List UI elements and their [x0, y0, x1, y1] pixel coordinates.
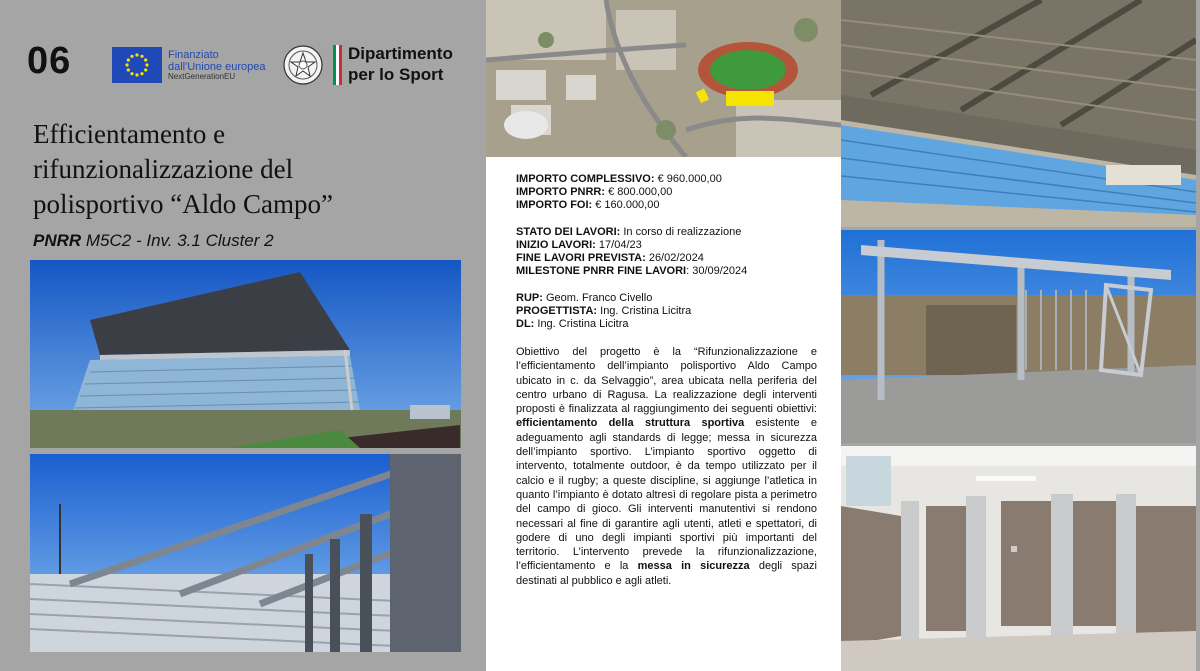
- dept-line1: Dipartimento: [348, 44, 453, 63]
- eu-funding-logo: [112, 46, 266, 84]
- italian-flag-icon: [333, 45, 342, 85]
- eu-logo-line3: NextGenerationEU: [168, 71, 236, 81]
- project-description: Obiettivo del progetto è la “Rifunzionalizzazione e l’efficientamento dell’impianto polisportivo Aldo Campo ubicato in c. da Selvaggio”, area ubicata nella periferia del centro urbano di Ragusa. La realizzazione degli interventi proposti è finalizzata al raggiungimento dei seguenti obiettivi: efficientamento della struttura sportiva esistente e adeguamento agli standards di legge; messa in sicurezza dell’impianto sportivo. L’impianto sportivo oggetto di intervento, totalmente outdoor, è da tempo utilizzato per il calcio e il rugby; a queste discipline, si aggiunge l’atletica in quanto l’impianto è dotato altresì di regolare pista a perimetro del campo di gioco. Gli interventi manutentivi si rendono necessari al fine di garantire agli utenti, atleti e spettatori, di godere di uno degli impianti sportivi più importanti del territorio. L’intervento prevede la rifunzionalizzazione, l’efficientamento e la messa in sicurezza degli spazi destinati al pubblico e agli atleti.: [516, 346, 817, 587]
- dept-line2: per lo Sport: [348, 65, 444, 84]
- steel-canopy-gate-photo: [841, 230, 1196, 443]
- eu-logo-line1: Finanziato: [168, 48, 219, 61]
- status-block: [516, 226, 817, 278]
- designer: PROGETTISTA: Ing. Cristina Licitra: [516, 305, 692, 317]
- project-info-panel: [486, 157, 841, 671]
- works-end-planned: FINE LAVORI PREVISTA: 26/02/2024: [516, 252, 704, 264]
- grandstand-seats-photo: [841, 0, 1196, 227]
- title-line1: Efficientamento e: [33, 119, 226, 149]
- funding-pnrr: IMPORTO PNRR: € 800.000,00: [516, 186, 673, 198]
- rup: RUP: Geom. Franco Civello: [516, 292, 653, 304]
- project-code: [33, 231, 274, 251]
- funding-foi: IMPORTO FOI: € 160.000,00: [516, 199, 660, 211]
- roof-structure-photo: [30, 454, 461, 652]
- works-director: DL: Ing. Cristina Licitra: [516, 318, 629, 330]
- pnrr-milestone: MILESTONE PNRR FINE LAVORI: 30/09/2024: [516, 265, 748, 277]
- stadium-grandstand-photo: [30, 260, 461, 448]
- subtitle-rest: M5C2 - Inv. 3.1 Cluster 2: [81, 231, 274, 250]
- people-block: [516, 292, 817, 331]
- project-title: [33, 117, 473, 222]
- title-line3: polisportivo “Aldo Campo”: [33, 189, 333, 219]
- title-line2: rifunzionalizzazione del: [33, 154, 294, 184]
- slide-number: 06: [27, 40, 72, 82]
- works-start: INIZIO LAVORI: 17/04/23: [516, 239, 642, 251]
- italian-republic-emblem-icon: [279, 44, 327, 86]
- funding-block: [516, 173, 817, 212]
- aerial-map-photo: [486, 0, 841, 157]
- funding-total: IMPORTO COMPLESSIVO: € 960.000,00: [516, 173, 722, 185]
- works-status: STATO DEI LAVORI: In corso di realizzazione: [516, 226, 742, 238]
- locker-room-showers-photo: [841, 446, 1196, 671]
- eu-flag-icon: [112, 47, 162, 83]
- subtitle-bold: PNRR: [33, 231, 82, 250]
- eu-logo-line2: dall'Unione europea: [168, 60, 266, 73]
- department-logo-text: [348, 43, 453, 85]
